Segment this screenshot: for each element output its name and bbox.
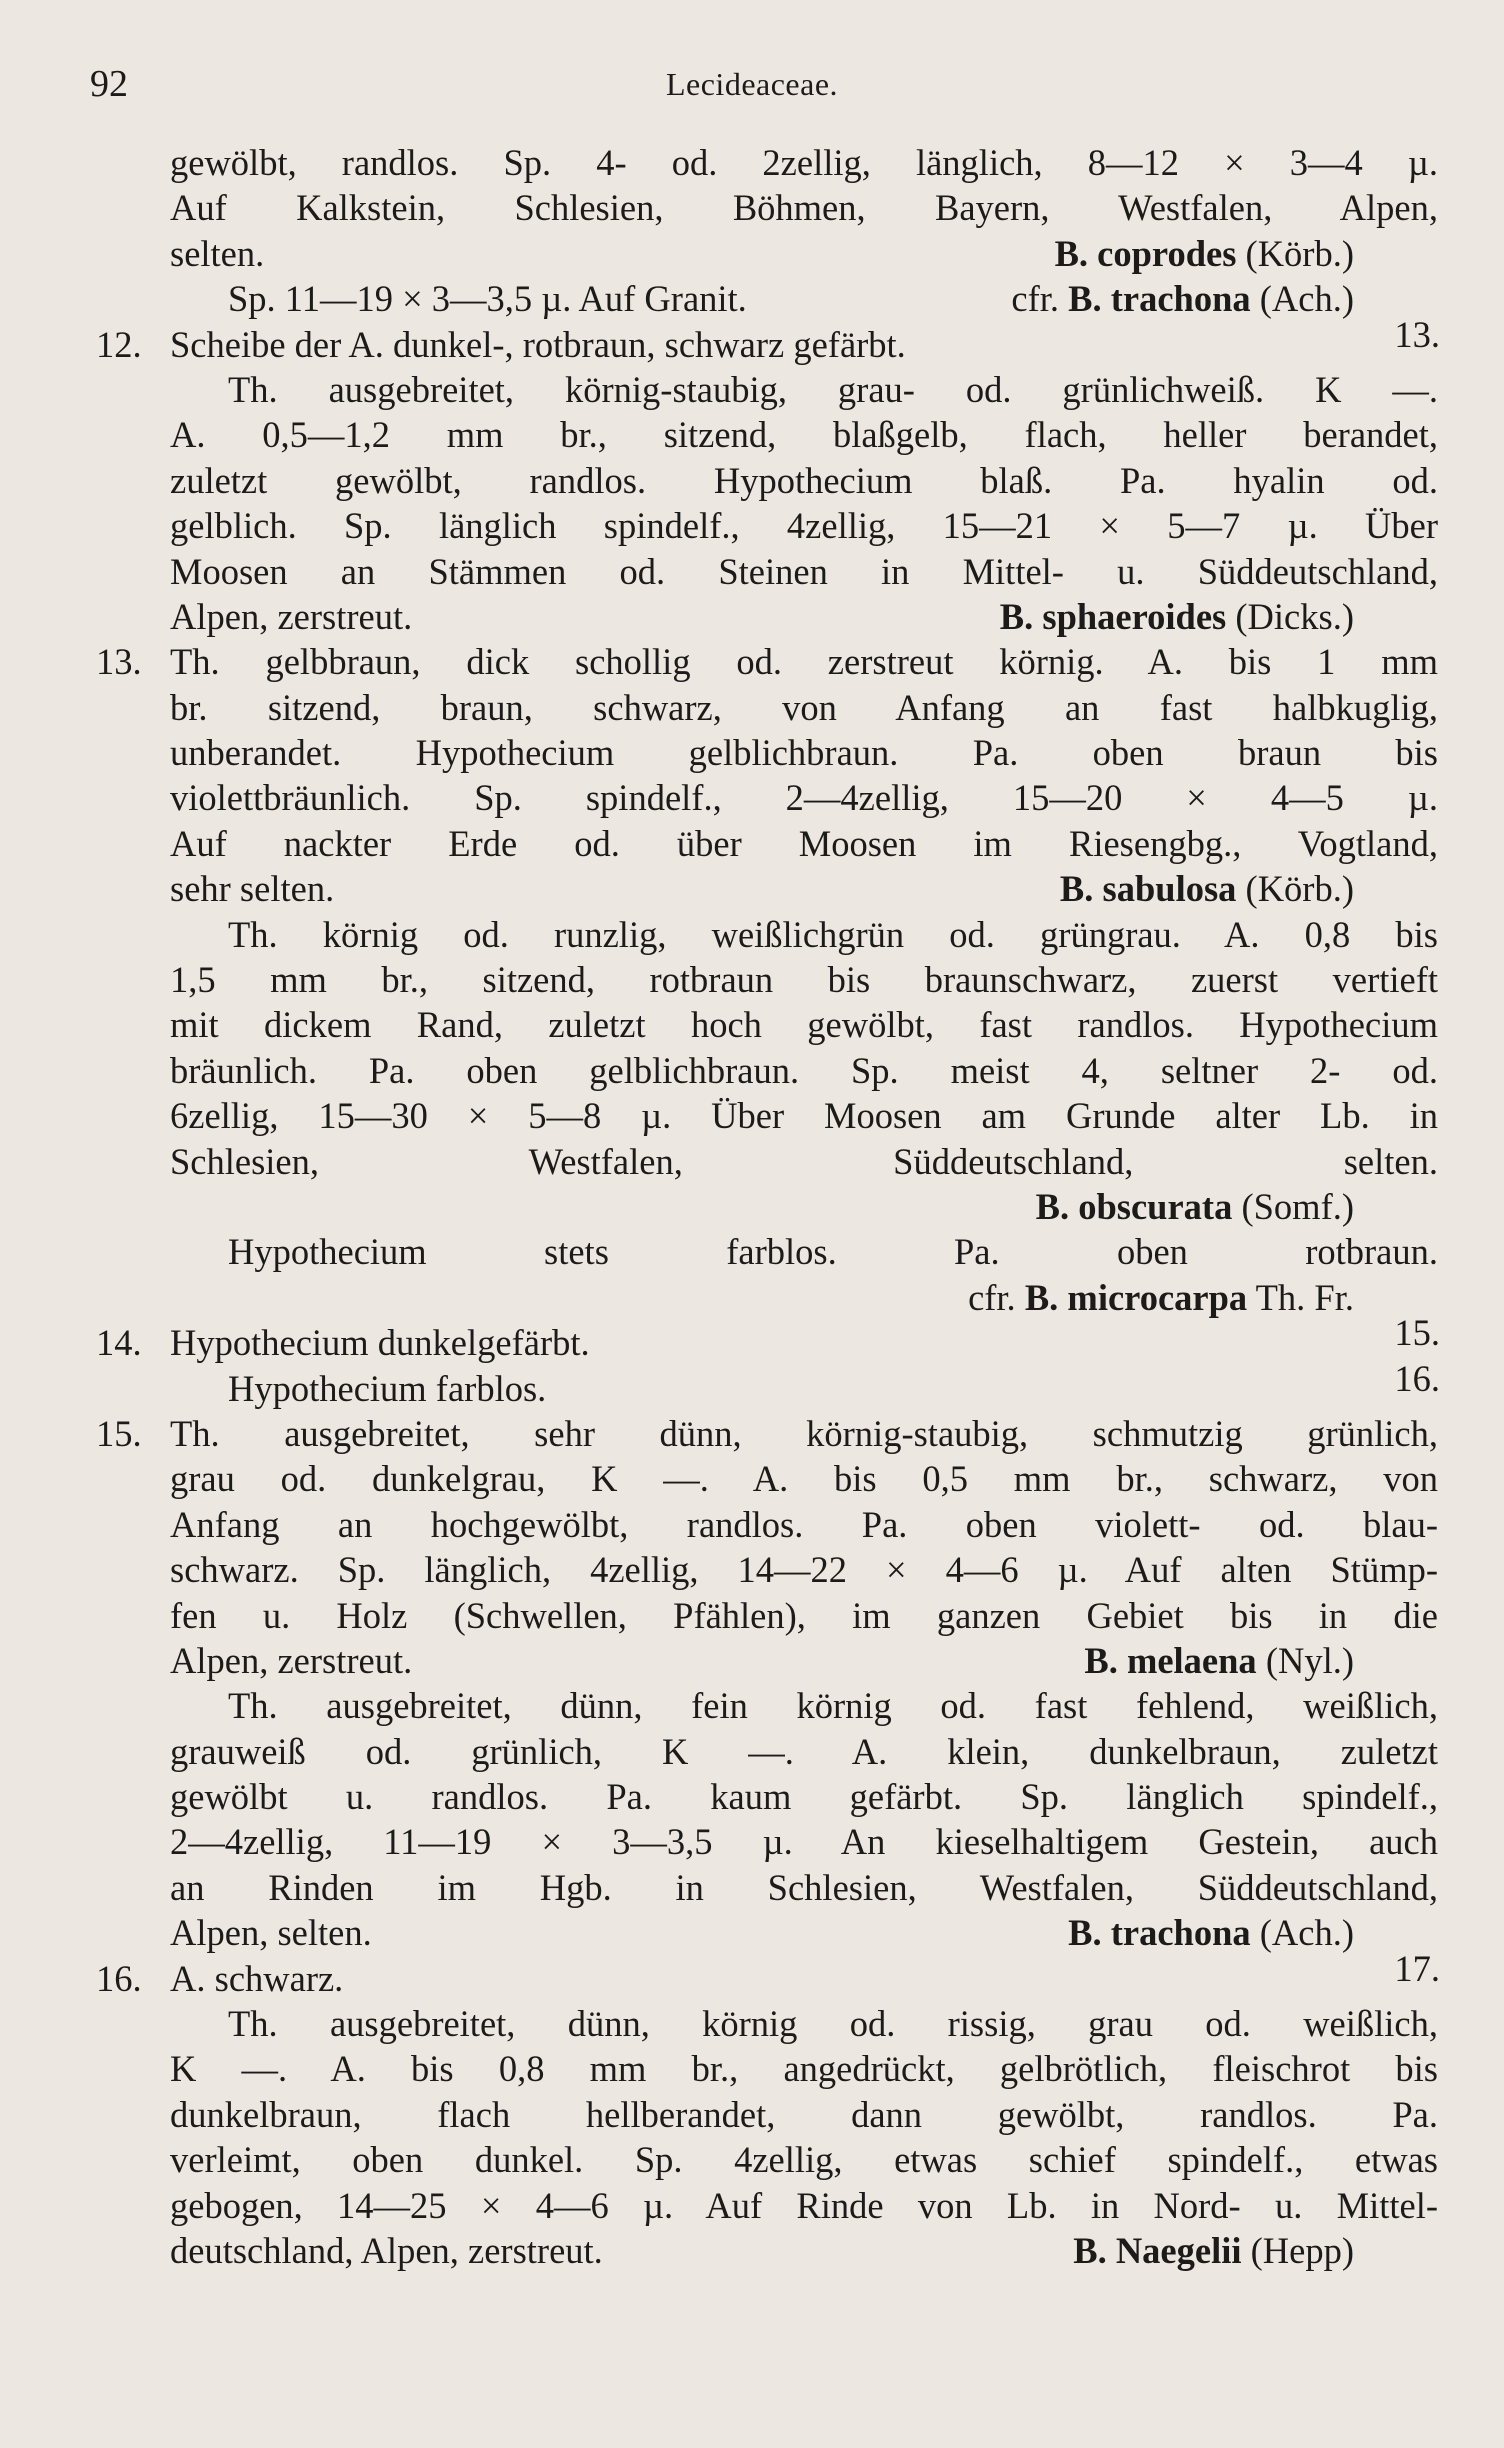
text-line (0, 1774, 1504, 1819)
running-title: Lecideaceae. (665, 66, 839, 102)
text-line (0, 313, 1504, 367)
key-text (0, 140, 1504, 2273)
page-number: 92 (90, 63, 128, 105)
text-line (0, 549, 1504, 594)
ref-prefix: cfr. (968, 1276, 1025, 1318)
line-text: Th. ausgebreitet, körnig-staubig, grau- od. grünlichweiß. K —. (228, 368, 1438, 410)
text-line (0, 1947, 1504, 2001)
ref-prefix: cfr. (1011, 278, 1069, 320)
species-author: (Körb.) (1245, 868, 1354, 910)
lead-number: 17. (1394, 1947, 1440, 1989)
lead-number: 15. (1394, 1312, 1440, 1354)
species-author: (Somf.) (1241, 1185, 1354, 1227)
line-text: deutschland, Alpen, zerstreut. (170, 2229, 603, 2271)
text-line (0, 594, 1504, 639)
text-line (0, 276, 1504, 321)
species-name: B. coprodes (1054, 232, 1237, 274)
line-text: gewölbt, randlos. Sp. 4- od. 2zellig, länglich, 8—12 × 3—4 µ. (170, 142, 1438, 183)
lead-number: 13. (1394, 313, 1440, 355)
species-author: Th. Fr. (1255, 1276, 1354, 1318)
line-text: Th. ausgebreitet, sehr dünn, körnig-staubig, schmutzig grünlich, (170, 1412, 1438, 1454)
key-number: 12. (96, 323, 142, 365)
text-line (0, 730, 1504, 775)
line-text: grauweiß od. grünlich, K —. A. klein, dunkelbraun, zuletzt (170, 1730, 1438, 1772)
line-text: Th. ausgebreitet, dünn, körnig od. rissig, grau od. weißlich, (228, 2003, 1438, 2045)
line-text: Th. gelbbraun, dick schollig od. zerstreut körnig. A. bis 1 mm (170, 641, 1438, 683)
line-text: Alpen, zerstreut. (170, 595, 413, 637)
line-text: grau od. dunkelgrau, K —. A. bis 0,5 mm br., schwarz, von (170, 1458, 1438, 1500)
text-line (0, 1002, 1504, 1047)
line-text: verleimt, oben dunkel. Sp. 4zellig, etwas schief spindelf., etwas (170, 2139, 1438, 2181)
text-line (0, 1865, 1504, 1910)
text-line (0, 685, 1504, 730)
species-name: B. trachona (1068, 1912, 1251, 1954)
species-name: B. microcarpa (1024, 1276, 1248, 1318)
text-line (0, 2001, 1504, 2046)
species-reference (1036, 1184, 1354, 1229)
line-text: gelblich. Sp. länglich spindelf., 4zellig, 15—21 × 5—7 µ. Über (170, 505, 1438, 547)
text-line (0, 639, 1504, 684)
line-text: 2—4zellig, 11—19 × 3—3,5 µ. An kieselhaltigem Gestein, auch (170, 1821, 1438, 1863)
lead-number: 16. (1394, 1357, 1440, 1399)
text-line (0, 2046, 1504, 2091)
line-text: Hypothecium farblos. (228, 1367, 547, 1409)
text-line (0, 140, 1504, 185)
line-text: Moosen an Stämmen od. Steinen in Mittel- u. Süddeutschland, (170, 550, 1438, 592)
text-line (0, 458, 1504, 503)
text-line (0, 1456, 1504, 1501)
species-author: (Ach.) (1259, 1912, 1354, 1954)
text-line (0, 1048, 1504, 1093)
species-reference (1073, 2228, 1354, 2273)
species-author: (Hepp) (1250, 2229, 1354, 2271)
text-line (0, 1683, 1504, 1728)
line-text: Th. körnig od. runzlig, weißlichgrün od. grüngrau. A. 0,8 bis (228, 913, 1438, 955)
line-text: Scheibe der A. dunkel-, rotbraun, schwarz gefärbt. (170, 323, 906, 365)
line-text: selten. (170, 232, 265, 274)
text-line (0, 912, 1504, 957)
line-text: Alpen, selten. (170, 1912, 372, 1954)
key-number: 15. (96, 1412, 142, 1454)
species-author: (Nyl.) (1265, 1639, 1354, 1681)
line-text: gebogen, 14—25 × 4—6 µ. Auf Rinde von Lb. in Nord- u. Mittel- (170, 2184, 1438, 2226)
line-text: sehr selten. (170, 868, 335, 910)
line-text: fen u. Holz (Schwellen, Pfählen), im ganzen Gebiet bis in die (170, 1594, 1438, 1636)
line-text: A. schwarz. (170, 1957, 344, 1999)
line-text: zuletzt gewölbt, randlos. Hypothecium blaß. Pa. hyalin od. (170, 459, 1438, 501)
key-number: 13. (96, 641, 142, 683)
line-text: bräunlich. Pa. oben gelblichbraun. Sp. meist 4, seltner 2- od. (170, 1049, 1438, 1091)
line-text: dunkelbraun, flach hellberandet, dann gewölbt, randlos. Pa. (170, 2093, 1438, 2135)
text-line (0, 1275, 1504, 1320)
line-text: unberandet. Hypothecium gelblichbraun. Pa. oben braun bis (170, 732, 1438, 774)
species-name: B. Naegelii (1073, 2229, 1242, 2271)
text-line (0, 1139, 1504, 1184)
text-line (0, 1593, 1504, 1638)
text-line (0, 1312, 1504, 1365)
text-line (0, 1819, 1504, 1864)
text-line (0, 957, 1504, 1002)
text-line (0, 2228, 1504, 2273)
species-name: B. trachona (1068, 278, 1251, 320)
species-name: B. sabulosa (1059, 868, 1237, 910)
text-line (0, 1357, 1504, 1411)
text-line (0, 1093, 1504, 1138)
species-name: B. sphaeroides (999, 595, 1227, 637)
line-text: Hypothecium dunkelgefärbt. (170, 1322, 590, 1364)
text-line (0, 1638, 1504, 1683)
text-line (0, 231, 1504, 276)
text-line (0, 1502, 1504, 1547)
text-line (0, 821, 1504, 866)
species-name: B. melaena (1084, 1639, 1257, 1681)
text-line (0, 503, 1504, 548)
line-text: Sp. 11—19 × 3—3,5 µ. Auf Granit. (228, 278, 747, 320)
text-line (0, 1547, 1504, 1592)
text-line (0, 412, 1504, 457)
species-name: B. obscurata (1035, 1185, 1233, 1227)
line-text: A. 0,5—1,2 mm br., sitzend, blaßgelb, flach, heller berandet, (170, 414, 1438, 456)
page-header (0, 62, 1504, 112)
line-text: an Rinden im Hgb. in Schlesien, Westfalen, Süddeutschland, (170, 1866, 1438, 1908)
species-author: (Ach.) (1259, 278, 1354, 320)
species-reference (1000, 594, 1354, 639)
line-text: Auf nackter Erde od. über Moosen im Riesengbg., Vogtland, (170, 822, 1438, 864)
species-reference (968, 1275, 1354, 1320)
line-text: 1,5 mm br., sitzend, rotbraun bis braunschwarz, zuerst vertieft (170, 959, 1438, 1001)
text-line (0, 185, 1504, 230)
line-text: Alpen, zerstreut. (170, 1639, 413, 1681)
line-text: Auf Kalkstein, Schlesien, Böhmen, Bayern, Westfalen, Alpen, (170, 187, 1438, 229)
line-text: br. sitzend, braun, schwarz, von Anfang an fast halbkuglig, (170, 686, 1438, 728)
text-line (0, 866, 1504, 911)
key-number: 14. (96, 1322, 142, 1364)
line-text: schwarz. Sp. länglich, 4zellig, 14—22 × 4—6 µ. Auf alten Stümp- (170, 1549, 1438, 1591)
key-number: 16. (96, 1957, 142, 1999)
text-line (0, 367, 1504, 412)
line-text: 6zellig, 15—30 × 5—8 µ. Über Moosen am Grunde alter Lb. in (170, 1095, 1438, 1137)
text-line (0, 2183, 1504, 2228)
text-line (0, 1729, 1504, 1774)
species-reference (1060, 866, 1354, 911)
species-reference (1084, 1638, 1354, 1683)
species-reference (1055, 231, 1354, 276)
species-reference (1011, 276, 1354, 321)
line-text: Hypothecium stets farblos. Pa. oben rotbraun. (228, 1231, 1438, 1273)
line-text: Anfang an hochgewölbt, randlos. Pa. oben violett- od. blau- (170, 1503, 1438, 1545)
text-line (0, 1411, 1504, 1456)
line-text: Schlesien, Westfalen, Süddeutschland, selten. (170, 1140, 1438, 1182)
line-text: K —. A. bis 0,8 mm br., angedrückt, gelbrötlich, fleischrot bis (170, 2048, 1438, 2090)
line-text: violettbräunlich. Sp. spindelf., 2—4zellig, 15—20 × 4—5 µ. (170, 777, 1438, 819)
species-reference (1068, 1910, 1354, 1955)
text-line (0, 1229, 1504, 1274)
line-text: gewölbt u. randlos. Pa. kaum gefärbt. Sp. länglich spindelf., (170, 1776, 1438, 1818)
text-line (0, 1184, 1504, 1229)
species-author: (Dicks.) (1235, 595, 1354, 637)
line-text: mit dickem Rand, zuletzt hoch gewölbt, fast randlos. Hypothecium (170, 1004, 1438, 1046)
line-text: Th. ausgebreitet, dünn, fein körnig od. fast fehlend, weißlich, (228, 1685, 1438, 1727)
text-line (0, 2137, 1504, 2182)
species-author: (Körb.) (1245, 232, 1354, 274)
text-line (0, 1910, 1504, 1955)
text-line (0, 2092, 1504, 2137)
text-line (0, 775, 1504, 820)
